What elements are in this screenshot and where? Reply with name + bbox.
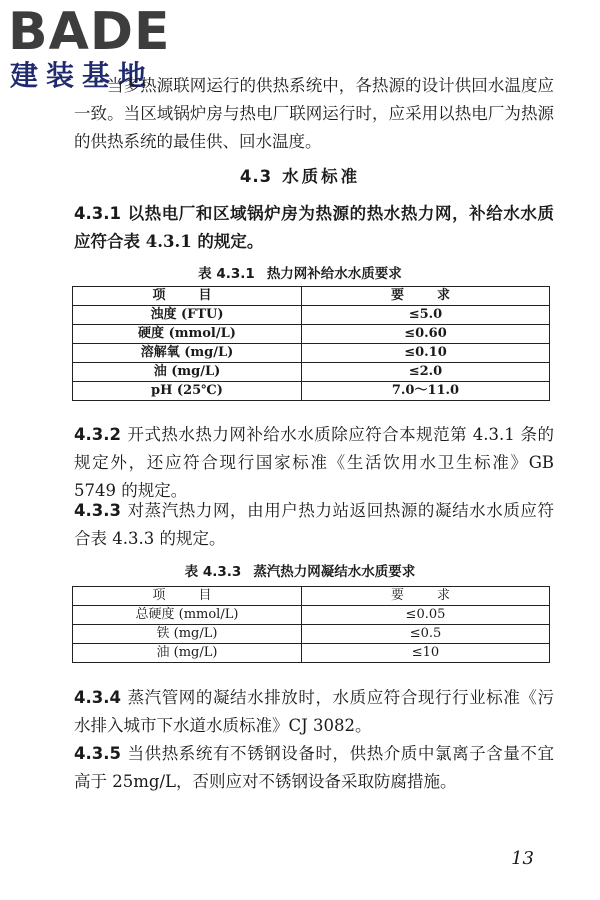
- header-requirement: 要 求: [301, 287, 549, 306]
- row-item: 铁 (mg/L): [73, 625, 302, 644]
- logo-wordmark: BADE: [8, 2, 171, 62]
- caption-number: 表 4.3.1: [198, 266, 255, 282]
- table-4-3-1: [72, 286, 550, 401]
- row-item: pH (25℃): [73, 382, 302, 401]
- row-item: 溶解氧 (mg/L): [73, 344, 302, 363]
- row-item: 油 (mg/L): [73, 363, 302, 382]
- table-row: [73, 325, 550, 344]
- table-4-3-3: [72, 586, 550, 663]
- clause-text: 以热电厂和区域锅炉房为热源的热水热力网，补给水水质应符合表 4.3.1 的规定。: [74, 204, 554, 251]
- caption-number: 表 4.3.3: [184, 564, 242, 580]
- row-item: 浊度 (FTU): [73, 306, 302, 325]
- row-value: ≤10: [301, 644, 549, 663]
- clause-4-3-4: [74, 684, 554, 740]
- row-value: ≤0.10: [301, 344, 549, 363]
- clause-4-3-2: [74, 421, 554, 505]
- clause-text: 开式热水热力网补给水水质除应符合本规范第 4.3.1 条的规定外，还应符合现行国家标准《生活饮用水卫生标准》GB 5749 的规定。: [74, 425, 554, 500]
- intro-paragraph: 当多热源联网运行的供热系统中，各热源的设计供回水温度应一致。当区域锅炉房与热电厂联网运行时，应采用以热电厂为热源的供热系统的最佳供、回水温度。: [74, 76, 554, 151]
- table-row: [73, 644, 550, 663]
- table-4-3-3-caption: [0, 560, 600, 580]
- table-header-row: [73, 287, 550, 306]
- caption-title: 蒸汽热力网凝结水水质要求: [253, 564, 416, 580]
- row-value: ≤2.0: [301, 363, 549, 382]
- table-row: [73, 606, 550, 625]
- section-title: [0, 163, 600, 187]
- clause-4-3-3: [74, 497, 554, 553]
- clause-4-3-5: [74, 740, 554, 796]
- table-header-row: [73, 587, 550, 606]
- clause-text: 蒸汽管网的凝结水排放时，水质应符合现行行业标准《污水排入城市下水道水质标准》CJ 3082。: [74, 688, 554, 735]
- clause-number: 4.3.5: [74, 744, 121, 763]
- header-requirement: 要 求: [301, 587, 549, 606]
- table-row: [73, 344, 550, 363]
- row-value: ≤5.0: [301, 306, 549, 325]
- row-value: ≤0.60: [301, 325, 549, 344]
- row-value: ≤0.5: [301, 625, 549, 644]
- page-number: 13: [511, 848, 534, 869]
- row-item: 油 (mg/L): [73, 644, 302, 663]
- section-name: 水质标准: [282, 167, 361, 186]
- table-4-3-1-caption: [0, 262, 600, 282]
- row-item: 硬度 (mmol/L): [73, 325, 302, 344]
- clause-number: 4.3.2: [74, 425, 121, 444]
- table-row: [73, 625, 550, 644]
- row-value: 7.0～11.0: [301, 382, 549, 401]
- clause-number: 4.3.3: [74, 501, 121, 520]
- table-row: [73, 382, 550, 401]
- clause-number: 4.3.1: [74, 204, 121, 223]
- clause-text: 当供热系统有不锈钢设备时，供热介质中氯离子含量不宜高于 25mg/L，否则应对不锈钢设备采取防腐措施。: [74, 744, 554, 791]
- section-number: 4.3: [239, 167, 273, 186]
- table-row: [73, 306, 550, 325]
- caption-title: 热力网补给水水质要求: [266, 266, 402, 282]
- row-item: 总硬度 (mmol/L): [73, 606, 302, 625]
- clause-number: 4.3.4: [74, 688, 121, 707]
- header-item: 项 目: [73, 587, 302, 606]
- clause-text: 对蒸汽热力网，由用户热力站返回热源的凝结水水质应符合表 4.3.3 的规定。: [74, 501, 554, 548]
- clause-4-3-1: [74, 200, 554, 256]
- logo-subtitle: 建装基地: [10, 59, 155, 92]
- row-value: ≤0.05: [301, 606, 549, 625]
- header-item: 项 目: [73, 287, 302, 306]
- table-row: [73, 363, 550, 382]
